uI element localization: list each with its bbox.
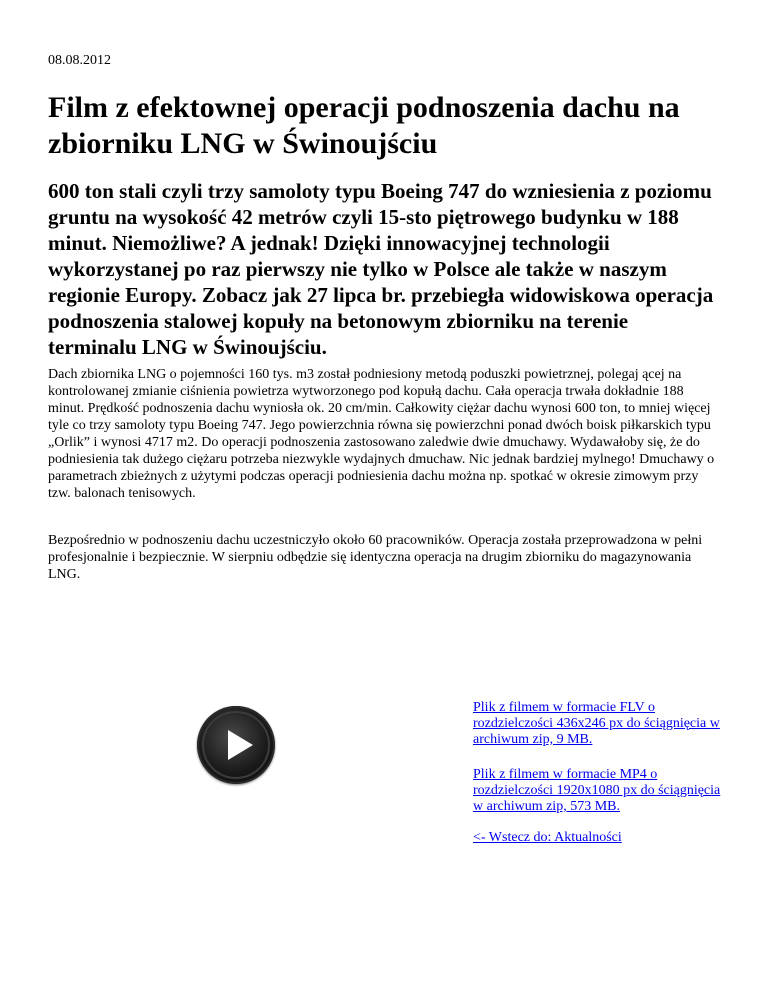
download-mp4-link[interactable]: Plik z filmem w formacie MP4 o rozdzielczości 1920x1080 px do ściągnięcia w archiwum zip, 573 MB. bbox=[473, 767, 721, 814]
download-flv-link[interactable]: Plik z filmem w formacie FLV o rozdzielczości 436x246 px do ściągnięcia w archiwum zip, 9 MB. bbox=[473, 700, 720, 747]
article-paragraph: Dach zbiornika LNG o pojemności 160 tys. m3 został podniesiony metodą poduszki powietrznej, polegaj ącej na kontrolowanej zmianie ciśnienia powietrza wytworzonego pod kopułą dachu. Cała operacja trwała dokładnie 188 minut. Prędkość podnoszenia dachu wyniosła ok. 20 cm/min. Całkowity ciężar dachu wynosi 600 ton, to mniej więcej tyle co trzy samoloty typu Boeing 747. Jego powierzchnia równa się powierzchni ponad dwóch boisk piłkarskich typu „Orlik” i wynosi 4717 m2. Do operacji podnoszenia zastosowano zaledwie dwie dmuchawy. Wydawałoby się, że do podniesienia tak dużego ciężaru potrzeba niezwykle wydajnych dmuchaw. Nic jednak bardziej mylnego! Dmuchawy o parametrach zbieżnych z użytymi podczas operacji podniesienia dachu można np. spotkać w okresie zimowym przy tzw. balonach tenisowych. bbox=[48, 367, 715, 501]
play-button[interactable] bbox=[197, 706, 275, 784]
back-to-news-link[interactable]: <- Wstecz do: Aktualności bbox=[473, 830, 622, 845]
article-paragraph: Bezpośrednio w podnoszeniu dachu uczestniczyło około 60 pracowników. Operacja została przeprowadzona w pełni profesjonalnie i bezpiecznie. W sierpniu odbędzie się identyczna operacja na drugim zbiorniku do magazynowania LNG. bbox=[48, 533, 703, 582]
article-title: Film z efektownej operacji podnoszenia dachu na zbiorniku LNG w Świnoujściu bbox=[48, 91, 680, 160]
article-date: 08.08.2012 bbox=[48, 53, 111, 68]
play-icon bbox=[197, 706, 275, 784]
video-player bbox=[48, 696, 440, 786]
article-lead: 600 ton stali czyli trzy samoloty typu Boeing 747 do wzniesienia z poziomu gruntu na wysokość 42 metrów czyli 15-sto piętrowego budynku w 188 minut. Niemożliwe? A jednak! Dzięki innowacyjnej technologii wykorzystanej po raz pierwszy nie tylko w Polsce ale także w naszym regionie Europy. Zobacz jak 27 lipca br. przebiegła widowiskowa operacja podnoszenia stalowej kopuły na betonowym zbiorniku na terenie terminalu LNG w Świnoujściu. bbox=[48, 179, 714, 359]
